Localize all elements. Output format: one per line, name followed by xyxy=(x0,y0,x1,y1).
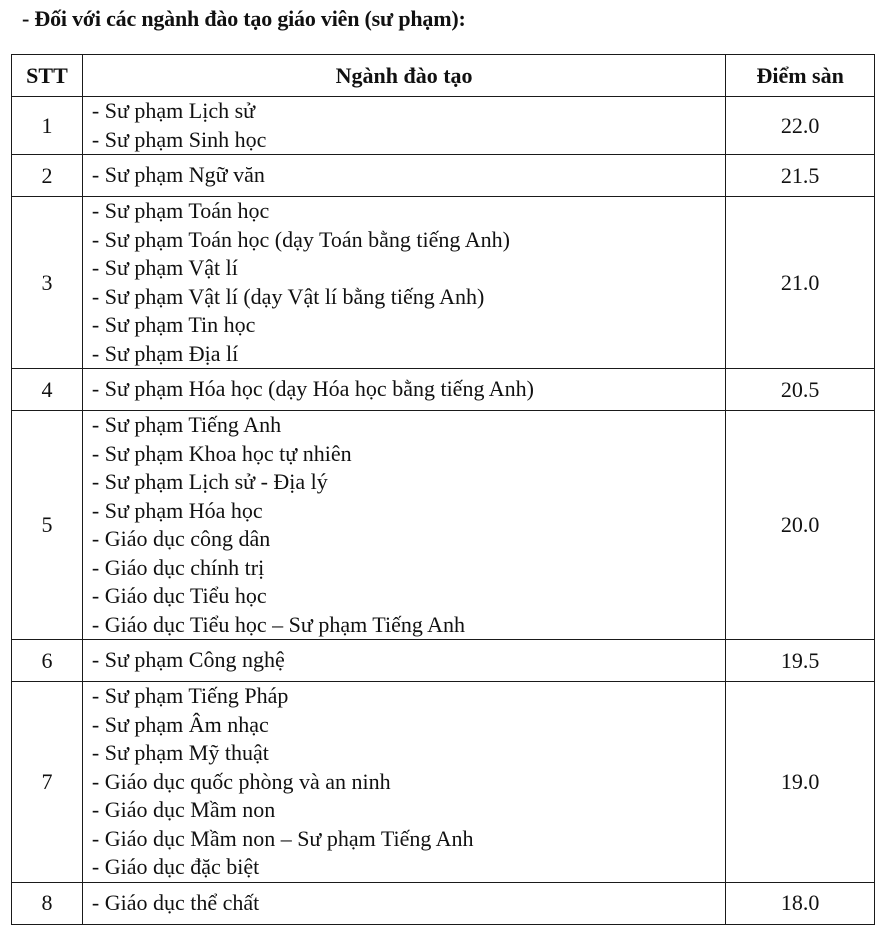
table-row xyxy=(12,155,875,197)
row-stt: 5 xyxy=(12,411,83,640)
major-item: - Giáo dục Tiểu học xyxy=(91,583,267,608)
major-item: - Giáo dục chính trị xyxy=(91,554,265,580)
major-item: - Sư phạm Địa lí xyxy=(91,340,239,366)
major-item: - Sư phạm Tiếng Anh xyxy=(91,412,282,437)
row-floor-score: 20.0 xyxy=(726,411,875,640)
table-row xyxy=(12,369,875,411)
header-stt: STT xyxy=(12,55,83,97)
major-item: - Giáo dục Mầm non – Sư phạm Tiếng Anh xyxy=(91,825,474,851)
major-item: - Sư phạm Hóa học xyxy=(91,497,263,523)
row-majors xyxy=(82,411,725,640)
row-majors xyxy=(82,369,725,411)
header-score: Điểm sàn xyxy=(726,55,875,97)
row-stt: 8 xyxy=(12,882,83,924)
major-item: - Giáo dục đặc biệt xyxy=(91,854,260,879)
section-heading: - Đối với các ngành đào tạo giáo viên (sư phạm): xyxy=(22,6,466,31)
row-floor-score: 19.0 xyxy=(726,682,875,883)
major-item: - Sư phạm Tin học xyxy=(91,312,256,337)
major-item: - Sư phạm Khoa học tự nhiên xyxy=(91,440,352,466)
major-item: - Sư phạm Vật lí xyxy=(91,255,238,280)
table-row xyxy=(12,640,875,682)
row-majors xyxy=(82,197,725,369)
row-majors xyxy=(82,682,725,883)
table-row xyxy=(12,197,875,369)
major-item: - Giáo dục Mầm non xyxy=(91,797,276,822)
table-row xyxy=(12,882,875,924)
major-item: - Sư phạm Công nghệ xyxy=(91,647,285,673)
row-stt: 6 xyxy=(12,640,83,682)
table-header-row xyxy=(12,55,875,97)
major-item: - Sư phạm Âm nhạc xyxy=(91,711,269,737)
row-stt: 7 xyxy=(12,682,83,883)
row-floor-score: 22.0 xyxy=(726,97,875,155)
row-floor-score: 21.5 xyxy=(726,155,875,197)
major-item: - Giáo dục công dân xyxy=(91,526,271,551)
major-item: - Giáo dục thể chất xyxy=(91,889,260,915)
row-floor-score: 20.5 xyxy=(726,369,875,411)
major-item: - Sư phạm Toán học (dạy Toán bằng tiếng Anh) xyxy=(91,226,510,252)
table-row xyxy=(12,682,875,883)
major-item: - Giáo dục quốc phòng và an ninh xyxy=(91,768,391,794)
major-item: - Giáo dục Tiểu học – Sư phạm Tiếng Anh xyxy=(91,611,466,637)
major-item: - Sư phạm Lịch sử xyxy=(91,98,256,123)
row-stt: 4 xyxy=(12,369,83,411)
table-row xyxy=(12,411,875,640)
row-majors xyxy=(82,155,725,197)
row-majors xyxy=(82,640,725,682)
major-item: - Sư phạm Mỹ thuật xyxy=(91,740,269,765)
row-floor-score: 18.0 xyxy=(726,882,875,924)
major-item: - Sư phạm Sinh học xyxy=(91,126,267,152)
row-floor-score: 19.5 xyxy=(726,640,875,682)
table-row xyxy=(12,97,875,155)
major-item: - Sư phạm Hóa học (dạy Hóa học bằng tiếng Anh) xyxy=(91,376,534,402)
row-stt: 1 xyxy=(12,97,83,155)
row-majors xyxy=(82,97,725,155)
major-item: - Sư phạm Toán học xyxy=(91,198,270,223)
major-item: - Sư phạm Ngữ văn xyxy=(91,162,265,188)
major-item: - Sư phạm Tiếng Pháp xyxy=(91,683,289,708)
row-floor-score: 21.0 xyxy=(726,197,875,369)
row-stt: 3 xyxy=(12,197,83,369)
floor-score-table xyxy=(11,54,875,925)
major-item: - Sư phạm Vật lí (dạy Vật lí bằng tiếng Anh) xyxy=(91,283,485,309)
row-majors xyxy=(82,882,725,924)
row-stt: 2 xyxy=(12,155,83,197)
major-item: - Sư phạm Lịch sử - Địa lý xyxy=(91,469,328,494)
header-major: Ngành đào tạo xyxy=(82,55,725,97)
